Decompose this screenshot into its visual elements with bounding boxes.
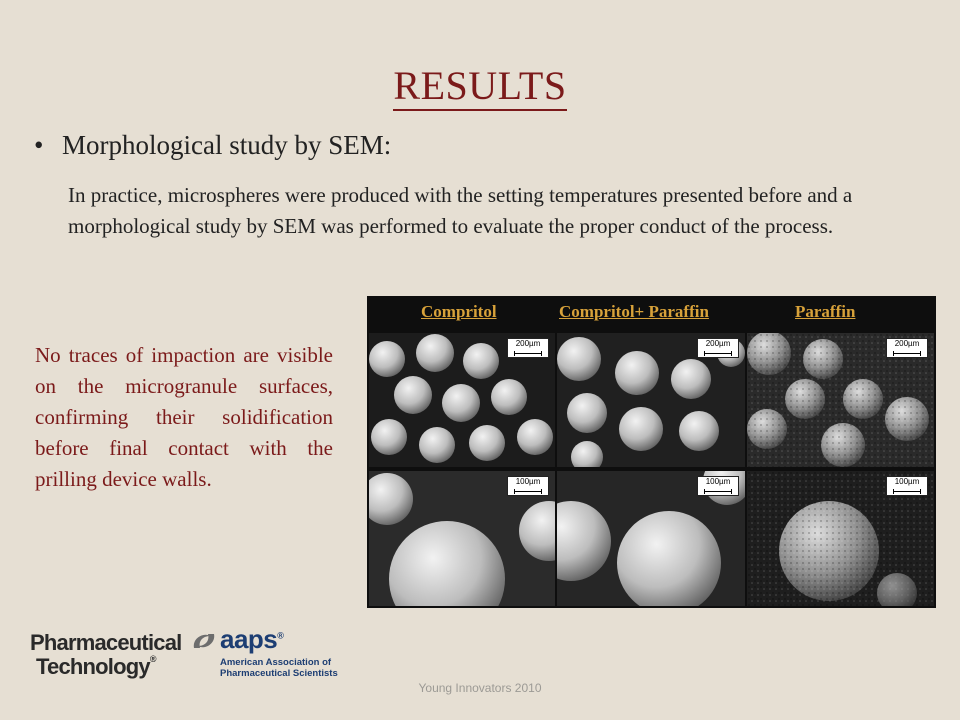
column-label-compritol: Compritol bbox=[421, 302, 497, 321]
observation-note: No traces of impaction are visible on the microgranule surfaces, confirming their solidification before final contact with the prilling device walls. bbox=[35, 343, 333, 491]
bullet-item bbox=[34, 130, 391, 161]
aaps-logo bbox=[190, 624, 350, 684]
scale-bar-200: 200µm bbox=[507, 338, 549, 358]
sem-image-compritol-paraffin-100 bbox=[557, 471, 745, 606]
aaps-org-name: American Association of Pharmaceutical Scientists bbox=[220, 657, 338, 679]
scale-bar-200: 200µm bbox=[886, 338, 928, 358]
scale-bar-100: 100µm bbox=[697, 476, 739, 496]
column-label-compritol-paraffin: Compritol+ Paraffin bbox=[559, 302, 709, 321]
scale-bar-200: 200µm bbox=[697, 338, 739, 358]
slide-title: RESULTS bbox=[0, 62, 960, 109]
column-label-paraffin: Paraffin bbox=[795, 302, 856, 321]
scale-bar-100: 100µm bbox=[507, 476, 549, 496]
sem-image-compritol-100 bbox=[369, 471, 555, 606]
aaps-wordmark: aaps® bbox=[220, 624, 284, 654]
footer-text: Young Innovators 2010 bbox=[418, 681, 542, 695]
sem-image-compritol-paraffin-200 bbox=[557, 333, 745, 467]
aaps-swirl-icon bbox=[190, 630, 218, 652]
bullet-text: Morphological study by SEM: bbox=[62, 130, 392, 160]
bullet-dot-icon: • bbox=[34, 130, 44, 160]
scale-bar-100: 100µm bbox=[886, 476, 928, 496]
sem-image-paraffin-200 bbox=[747, 333, 934, 467]
intro-paragraph: In practice, microspheres were produced with the setting temperatures presented before and a morphological study by SEM was performed to evaluate the proper conduct of the process. bbox=[68, 183, 853, 238]
sem-image-paraffin-100 bbox=[747, 471, 934, 606]
pt-logo-line2: Technology® bbox=[36, 654, 156, 679]
pharmaceutical-technology-logo bbox=[30, 628, 180, 684]
sem-image-compritol-200 bbox=[369, 333, 555, 467]
sem-header bbox=[367, 296, 936, 330]
sem-figure bbox=[367, 296, 936, 608]
pt-logo-line1: Pharmaceutical bbox=[30, 630, 182, 655]
